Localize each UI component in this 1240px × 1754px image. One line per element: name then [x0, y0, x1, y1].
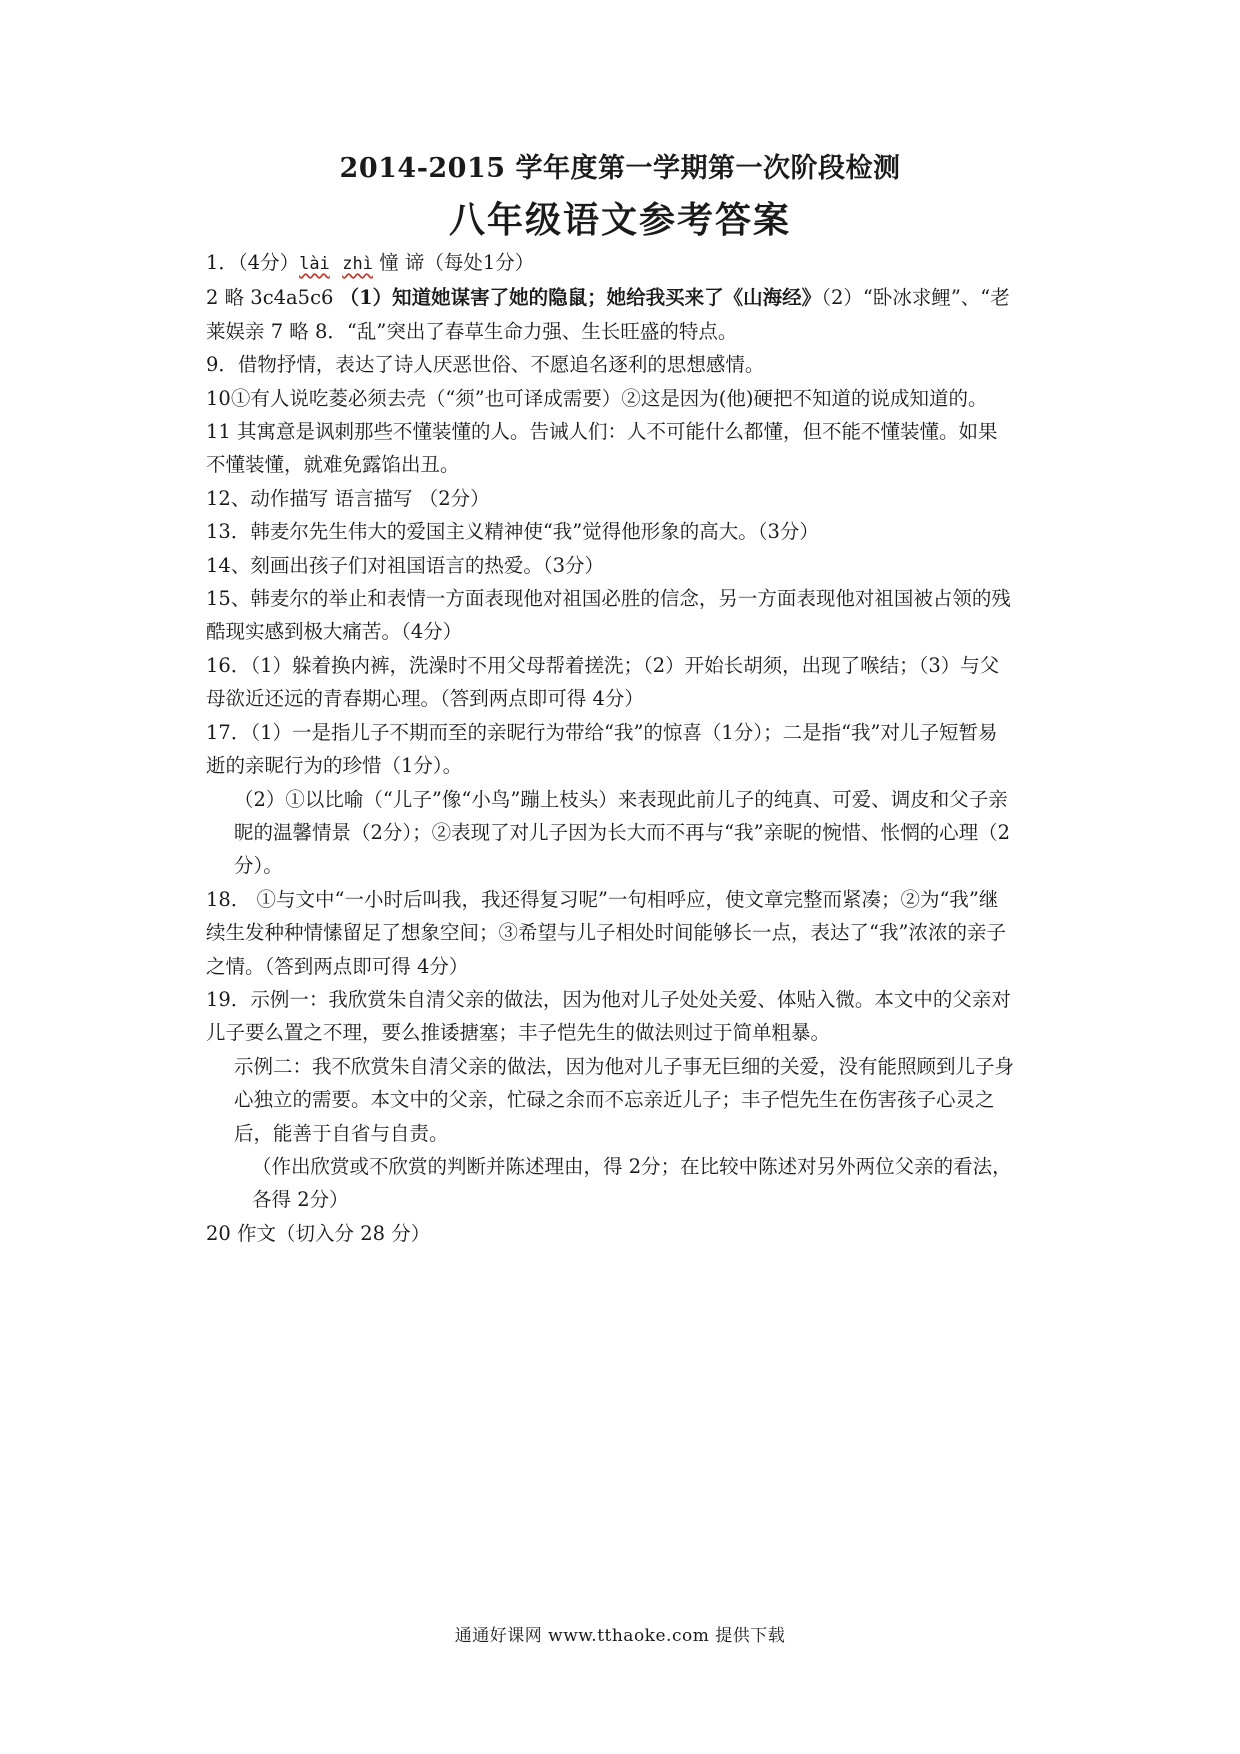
answer-1: [206, 246, 1014, 281]
answer-1-pinyin-1: lài: [299, 254, 330, 274]
document-subtitle: 八年级语文参考答案: [448, 199, 791, 241]
answer-9: 9．借物抒情，表达了诗人厌恶世俗、不愿追名逐利的思想感情。: [206, 353, 765, 377]
answer-19-example-2: 示例二：我不欣赏朱自清父亲的做法，因为他对儿子事无巨细的关爱，没有能照顾到儿子身心独立的需要。本文中的父亲，忙碌之余而不忘亲近儿子；丰子恺先生在伤害孩子心灵之后，能善于自省与自责。: [234, 1054, 1015, 1145]
answer-12: 12、动作描写 语言描写 （2分）: [206, 486, 490, 510]
answer-13: 13．韩麦尔先生伟大的爱国主义精神使“我”觉得他形象的高大。（3分）: [206, 520, 819, 544]
answer-1-rest: 憧 谛（每处1分）: [372, 251, 535, 274]
answer-15: 15、韩麦尔的举止和表情一方面表现他对祖国必胜的信念，另一方面表现他对祖国被占领的残酷现实感到极大痛苦。（4分）: [206, 587, 1011, 644]
answer-16: 16．（1）躲着换内裤，洗澡时不用父母帮着搓洗；（2）开始长胡须，出现了喉结；（3）与父母欲近还远的青春期心理。（答到两点即可得 4分）: [206, 653, 1000, 711]
answer-11: 11 其寓意是讽刺那些不懂装懂的人。告诫人们：人不可能什么都懂，但不能不懂装懂。如果不懂装懂，就难免露馅出丑。: [206, 420, 998, 477]
answer-1-prefix: 1．（4分）: [206, 251, 300, 274]
answer-2-tail: （2）“卧冰求鲤”、“老莱娱亲 7 略 8．“乱”突出了春草生命力强、生长旺盛的特点。: [206, 286, 1010, 343]
footer-credit: 通通好课网 www.tthaoke.com 提供下载: [454, 1626, 786, 1646]
answer-18: 18． ①与文中“一小时后叫我，我还得复习呢”一句相呼应，使文章完整而紧凑；②为“我”继续生发种种情愫留足了想象空间；③希望与儿子相处时间能够长一点，表达了“我”浓浓的亲子之情。（答到两点即可得 4分）: [206, 887, 1006, 978]
answer-10: 10①有人说吃菱必须去壳（“须”也可译成需要）②这是因为(他)硬把不知道的说成知道的。: [206, 386, 988, 410]
answer-14: 14、刻画出孩子们对祖国语言的热爱。（3分）: [206, 553, 604, 577]
answer-body: [206, 246, 1014, 1250]
answer-1-pinyin-2: zhì: [342, 254, 373, 274]
answer-19-note: （作出欣赏或不欣赏的判断并陈述理由，得 2分；在比较中陈述对另外两位父亲的看法，各得 2分）: [252, 1154, 1012, 1212]
answer-20: 20 作文（切入分 28 分）: [206, 1221, 431, 1245]
answer-19-example-1: 19．示例一：我欣赏朱自清父亲的做法，因为他对儿子处处关爱、体贴入微。本文中的父亲对儿子要么置之不理，要么推诿搪塞；丰子恺先生的做法则过于简单粗暴。: [206, 987, 1011, 1045]
answer-17-2: （2）①以比喻（“儿子”像“小鸟”蹦上枝头）来表现此前儿子的纯真、可爱、调皮和父子亲昵的温馨情景（2分）；②表现了对儿子因为长大而不再与“我”亲昵的惋惜、怅惘的心理（2分）。: [234, 787, 1011, 878]
answer-2-bold: （1）知道她谋害了她的隐鼠；她给我买来了《山海经》: [339, 286, 822, 310]
answer-17-1: 17．（1）一是指儿子不期而至的亲昵行为带给“我”的惊喜（1分）；二是指“我”对儿子短暂易逝的亲昵行为的珍惜（1分）。: [206, 720, 998, 778]
answer-2: [206, 281, 1014, 348]
document-title: 2014-2015 学年度第一学期第一次阶段检测: [339, 153, 901, 184]
answer-2-lead: 2 略 3c4a5c6: [206, 286, 340, 310]
